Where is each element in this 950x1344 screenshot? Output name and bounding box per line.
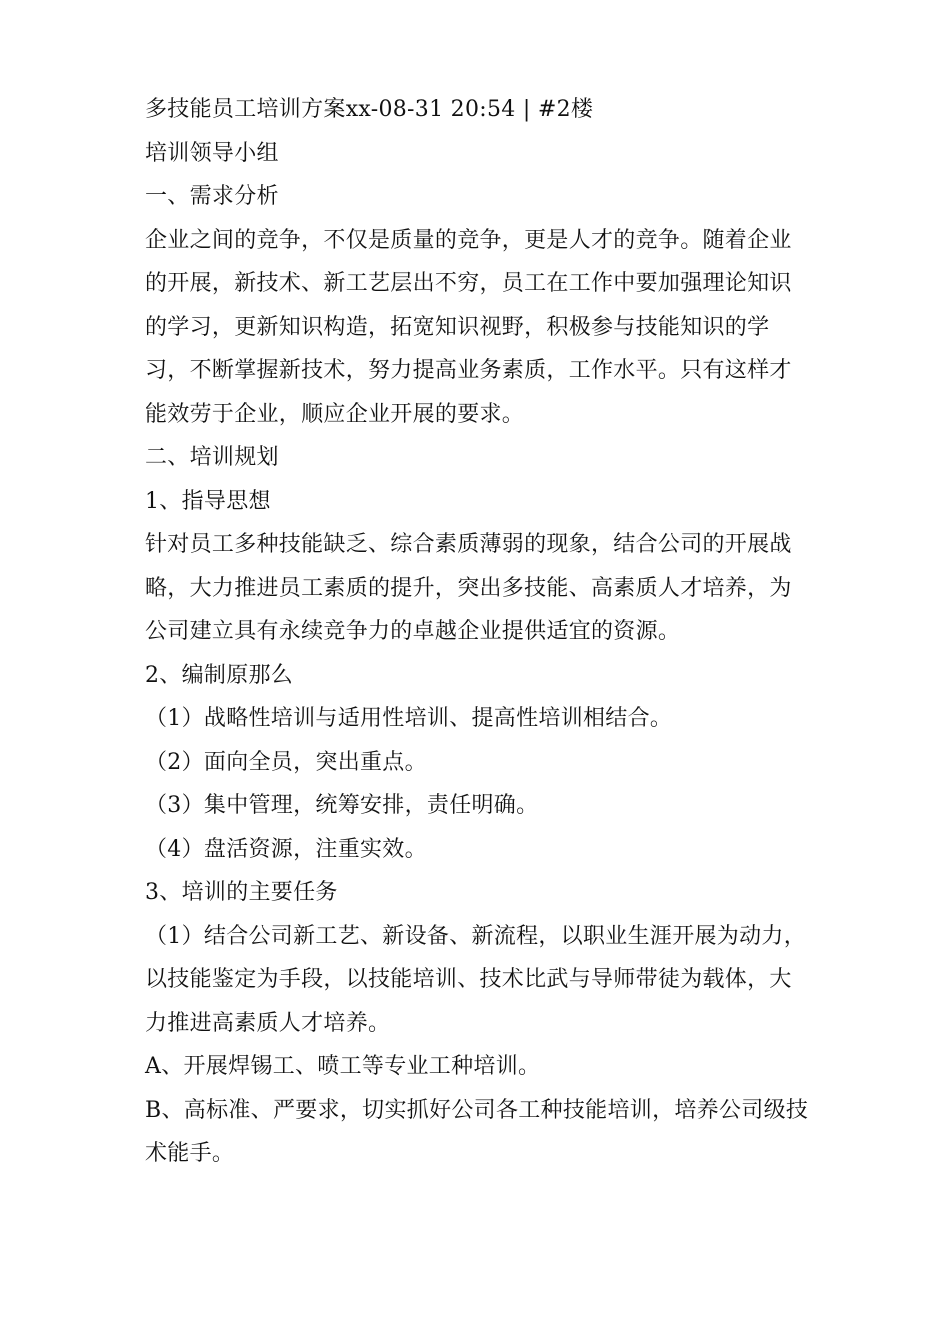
paragraph-line: 针对员工多种技能缺乏、综合素质薄弱的现象，结合公司的开展战: [145, 532, 792, 557]
paragraph-line: 企业之间的竞争，不仅是质量的竞争，更是人才的竞争。随着企业: [145, 227, 792, 253]
paragraph-line: 习，不断掌握新技术，努力提高业务素质，工作水平。只有这样才: [145, 358, 792, 383]
list-item: B、高标准、严要求，切实抓好公司各工种技能培训，培养公司级技: [145, 1097, 809, 1123]
paragraph-line: 略，大力推进员工素质的提升，突出多技能、高素质人才培养，为: [145, 575, 792, 601]
paragraph-line: 的开展，新技术、新工艺层出不穷，员工在工作中要加强理论知识: [145, 271, 792, 296]
subheading-main-tasks: 3、培训的主要任务: [145, 880, 338, 905]
document-header-line: 多技能员工培训方案xx-08-31 20:54 | #2楼: [145, 97, 594, 122]
paragraph-line: 力推进高素质人才培养。: [145, 1010, 391, 1036]
paragraph-line: 以技能鉴定为手段，以技能培训、技术比武与导师带徒为载体，大: [145, 967, 792, 992]
document-page: [145, 88, 815, 1176]
list-item: A、开展焊锡工、喷工等专业工种培训。: [145, 1054, 541, 1079]
list-item: （1）战略性培训与适用性培训、提高性培训相结合。: [145, 706, 673, 731]
paragraph-line: 公司建立具有永续竞争力的卓越企业提供适宜的资源。: [145, 619, 681, 644]
list-item: （3）集中管理，统筹安排，责任明确。: [145, 793, 539, 818]
list-item: 术能手。: [145, 1141, 235, 1166]
list-item: （4）盘活资源，注重实效。: [145, 836, 427, 862]
paragraph-line: （1）结合公司新工艺、新设备、新流程，以职业生涯开展为动力，: [145, 923, 806, 949]
list-item: （2）面向全员，突出重点。: [145, 749, 427, 775]
leadership-group-heading: 培训领导小组: [145, 140, 279, 166]
paragraph-line: 的学习，更新知识构造，拓宽知识视野，积极参与技能知识的学: [145, 314, 770, 340]
section-heading-training-plan: 二、培训规划: [145, 445, 279, 470]
section-heading-needs-analysis: 一、需求分析: [145, 184, 279, 209]
subheading-guiding-ideology: 1、指导思想: [145, 488, 271, 514]
paragraph-line: 能效劳于企业，顺应企业开展的要求。: [145, 401, 525, 427]
subheading-principles: 2、编制原那么: [145, 662, 294, 688]
